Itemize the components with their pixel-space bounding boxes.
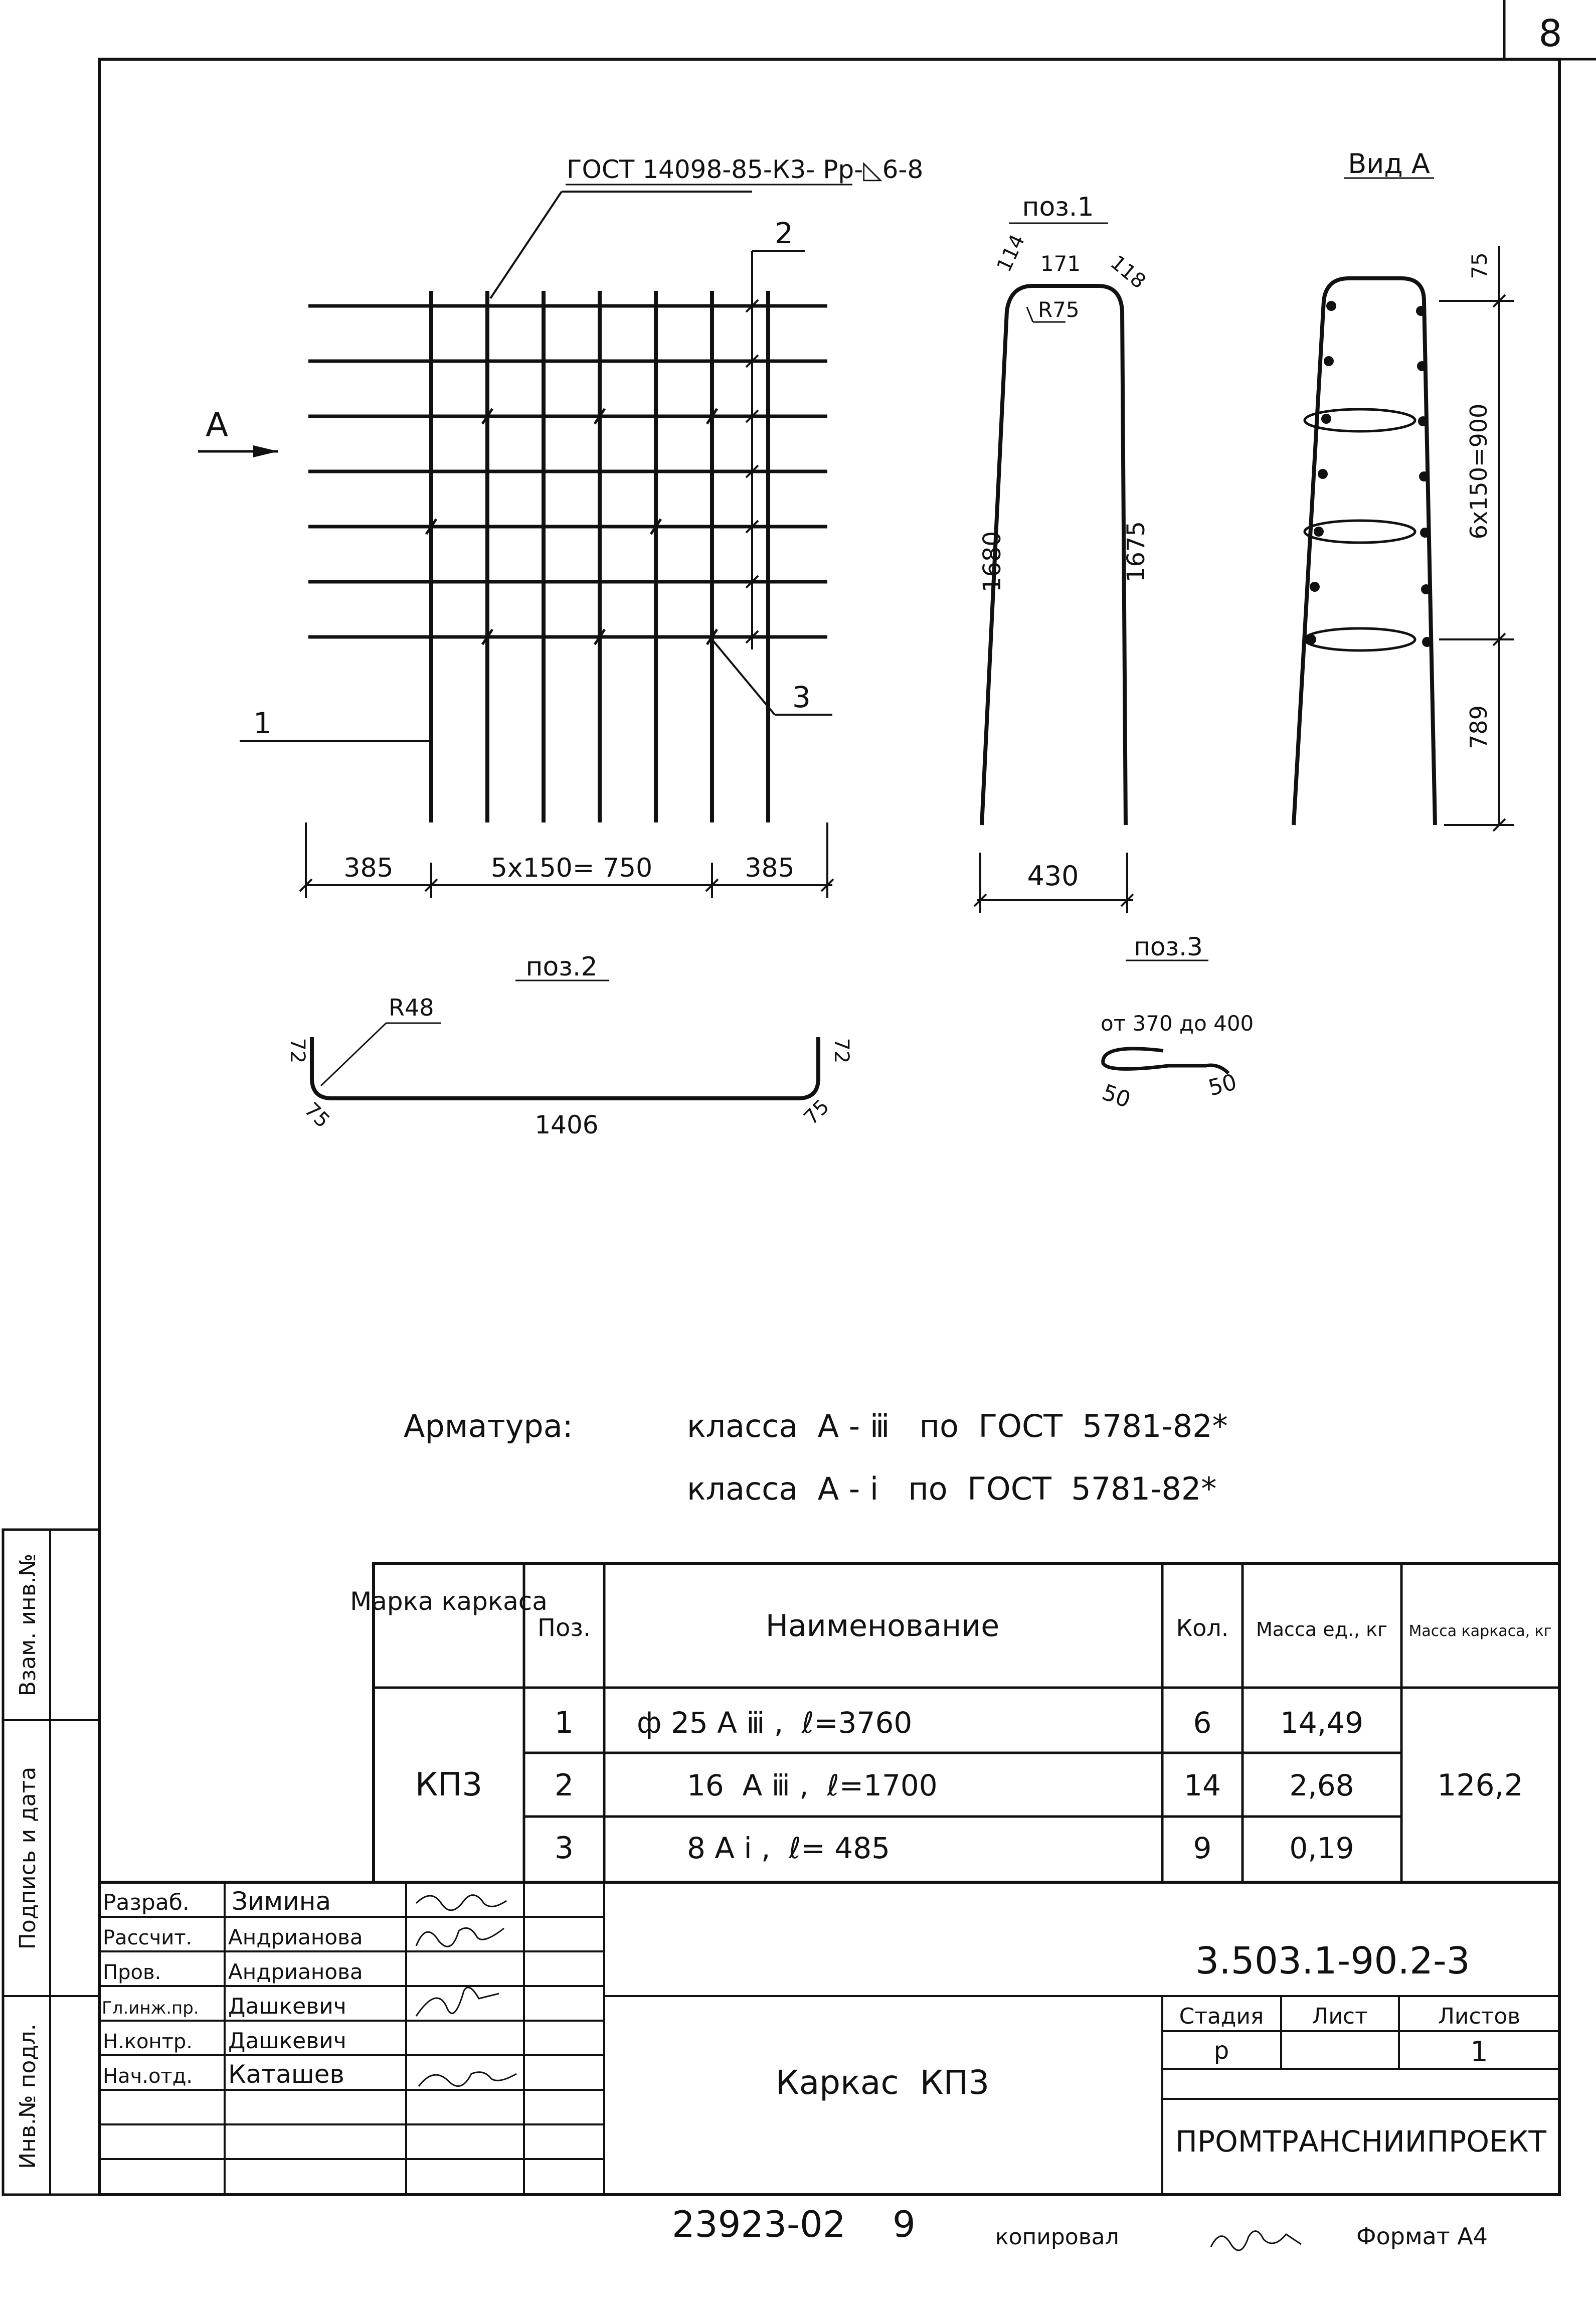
- spec-header-mass-total: Масса каркаса, кг: [1408, 1622, 1552, 1640]
- frame-elevation: [198, 192, 833, 898]
- side-stamp-inv-orig: Инв.№ подл.: [15, 2024, 41, 2169]
- side-stamp-inv-replace: Взам. инв.№: [15, 1553, 41, 1697]
- spec-row-name: 16 А ⅲ , ℓ=1700: [687, 1768, 938, 1802]
- side-stamp-sign-date: Подпись и дата: [15, 1766, 41, 1950]
- pos1-title: поз.1: [1022, 192, 1094, 222]
- sheets-label: Листов: [1438, 2004, 1521, 2029]
- staff-name: Дашкевич: [228, 1994, 346, 2019]
- pos2-title: поз.2: [525, 952, 598, 982]
- pos1-radius: R75: [1038, 297, 1080, 322]
- copied-label: копировал: [995, 2224, 1119, 2250]
- spec-header-pos: Поз.: [537, 1614, 591, 1642]
- pos3-title: поз.3: [1134, 932, 1203, 961]
- staff-name: Андрианова: [228, 1925, 363, 1949]
- spec-header-mark: [350, 1587, 548, 1616]
- staff-row: [103, 1887, 331, 1916]
- sheet-label: Лист: [1312, 2004, 1368, 2029]
- spec-row-mass: 2,68: [1289, 1768, 1354, 1802]
- pos2-right-bend: 75: [799, 1095, 834, 1130]
- sheet-number: 8: [1538, 12, 1562, 55]
- spec-row-pos: 2: [554, 1768, 574, 1803]
- dim-left-385: 385: [343, 853, 394, 883]
- spec-total-mass: 126,2: [1437, 1768, 1523, 1803]
- spec-row-pos: 1: [554, 1705, 574, 1740]
- pos2-shape: [312, 980, 818, 1098]
- sheets-value: 1: [1470, 2036, 1488, 2068]
- organization-name: ПРОМТРАНСНИИПРОЕКТ: [1175, 2124, 1547, 2159]
- view-arrow-label: А: [206, 406, 229, 444]
- bottom-number: 23923-02: [672, 2203, 846, 2245]
- weld-note: ГОСТ 14098-85-К3- Рр-◺6-8: [567, 155, 924, 184]
- view-a-dim-top: 75: [1467, 252, 1492, 279]
- reinforcement-line-1: класса А - ⅲ по ГОСТ 5781-82*: [687, 1408, 1228, 1444]
- spec-row-mass: 0,19: [1289, 1831, 1354, 1865]
- staff-name: Зимина: [232, 1887, 331, 1916]
- staff-name: Каташев: [228, 2060, 344, 2089]
- format-label: Формат А4: [1356, 2223, 1488, 2250]
- stage-label: Стадия: [1179, 2004, 1264, 2029]
- spec-header-mark-text: Марка каркаса: [350, 1587, 548, 1616]
- pos2-radius: R48: [389, 994, 434, 1021]
- pos2-left-bend: 75: [299, 1098, 334, 1133]
- dim-middle-750: 5х150= 750: [490, 853, 653, 883]
- staff-row: [103, 1925, 363, 1949]
- spec-header-qty: Кол.: [1176, 1614, 1229, 1641]
- pos3-right-end: 50: [1205, 1069, 1239, 1101]
- dim-right-385: 385: [745, 853, 795, 883]
- spec-row-pos: 3: [554, 1831, 574, 1866]
- pos1-dim-171: 171: [1040, 251, 1081, 276]
- bottom-sheet-number: 9: [893, 2203, 916, 2245]
- document-code: 3.503.1-90.2-3: [1195, 1939, 1470, 1983]
- pos1-width: 430: [1027, 860, 1079, 892]
- pos3-range: от 370 до 400: [1101, 1011, 1254, 1036]
- spec-row-qty: 6: [1193, 1706, 1212, 1740]
- pos1-height-left: 1680: [978, 531, 1006, 593]
- staff-role: Рассчит.: [103, 1926, 193, 1949]
- staff-row: [103, 2060, 344, 2089]
- copyist-signature: [1211, 2231, 1301, 2250]
- spec-row-name: ф 25 А ⅲ , ℓ=3760: [637, 1706, 913, 1740]
- label-pos-2: 2: [775, 216, 793, 250]
- spec-header-mass-unit: Масса ед., кг: [1256, 1618, 1388, 1640]
- spec-row-mass: 14,49: [1280, 1706, 1364, 1740]
- staff-name: Андрианова: [228, 1959, 363, 1984]
- pos1-dim-114: 114: [992, 231, 1030, 276]
- reinforcement-label: Арматура:: [404, 1408, 573, 1444]
- spec-row-name: 8 А ⅰ , ℓ= 485: [687, 1831, 891, 1865]
- spec-row: [555, 1768, 1354, 1803]
- staff-role: Нач.отд.: [103, 2065, 193, 2088]
- reinforcement-line-2: класса А - ⅰ по ГОСТ 5781-82*: [687, 1470, 1217, 1507]
- staff-role: Пров.: [103, 1961, 161, 1984]
- view-a-dim-bottom: 789: [1465, 705, 1492, 749]
- pos2-right-vert: 72: [830, 1038, 853, 1064]
- spec-header-name: Наименование: [765, 1608, 1000, 1643]
- staff-name: Дашкевич: [228, 2028, 346, 2054]
- drawing-title: Каркас КП3: [775, 2063, 990, 2102]
- view-a-title: Вид А: [1348, 148, 1430, 180]
- staff-row: [103, 1959, 363, 1984]
- spec-mark-value: КП3: [415, 1766, 483, 1803]
- stage-value: р: [1213, 2037, 1229, 2065]
- spec-row: [555, 1831, 1354, 1866]
- pos1-height-right: 1675: [1122, 521, 1150, 583]
- staff-role: Н.контр.: [103, 2030, 193, 2053]
- view-a-dim-mid: 6х150=900: [1465, 403, 1492, 540]
- pos1-dim-118: 118: [1106, 251, 1150, 293]
- label-pos-1: 1: [253, 706, 272, 740]
- label-pos-3: 3: [792, 680, 811, 714]
- pos2-length: 1406: [535, 1110, 599, 1139]
- pos2-left-vert: 72: [286, 1038, 309, 1064]
- pos3-left-end: 50: [1099, 1079, 1134, 1113]
- spec-row-qty: 14: [1184, 1768, 1221, 1802]
- staff-role: Гл.инж.пр.: [102, 1998, 199, 2018]
- staff-role: Разраб.: [103, 1890, 190, 1915]
- spec-row-qty: 9: [1193, 1831, 1212, 1865]
